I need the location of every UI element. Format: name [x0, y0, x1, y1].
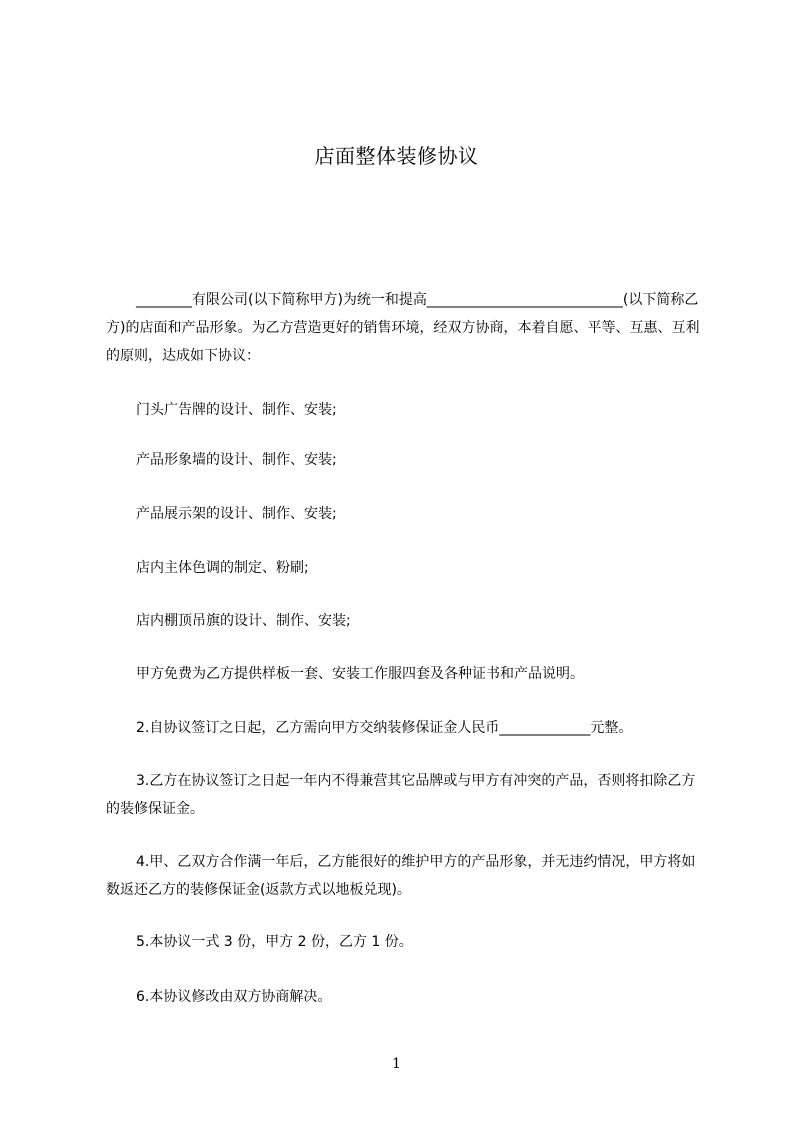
item-color-painting: 店内主体色调的制定、粉刷;	[136, 560, 309, 576]
intro-paragraph: ________有限公司(以下简称甲方)为统一和提高____________________________(以下简称乙方)的店面和产品形象。为乙方营造更好的销售环境，经双方协商，本着自愿、平等、互惠、互利的原则，达成如下协议：	[106, 292, 700, 364]
item-image-wall: 产品形象墙的设计、制作、安装;	[136, 452, 337, 468]
document-title: 店面整体装修协议	[314, 144, 479, 168]
item-signboard: 门头广告牌的设计、制作、安装;	[136, 402, 337, 418]
page-number: 1	[392, 1056, 401, 1072]
clause-3: 3.乙方在协议签订之日起一年内不得兼营其它品牌或与甲方有冲突的产品，否则将扣除乙方的装修保证金。	[106, 773, 696, 817]
item-display-rack: 产品展示架的设计、制作、安装;	[136, 506, 337, 522]
clause-5: 5.本协议一式 3 份，甲方 2 份，乙方 1 份。	[136, 934, 413, 950]
clause-4: 4.甲、乙双方合作满一年后，乙方能很好的维护甲方的产品形象，并无违约情况，甲方将如数返还乙方的装修保证金(返款方式以地板兑现)。	[106, 854, 696, 898]
clause-2: 2.自协议签订之日起，乙方需向甲方交纳装修保证金人民币_____________元整。	[136, 720, 633, 736]
clause-6: 6.本协议修改由双方协商解决。	[136, 989, 332, 1005]
item-free-supplies: 甲方免费为乙方提供样板一套、安装工作服四套及各种证书和产品说明。	[136, 666, 584, 682]
item-ceiling-flags: 店内棚顶吊旗的设计、制作、安装;	[136, 613, 351, 629]
